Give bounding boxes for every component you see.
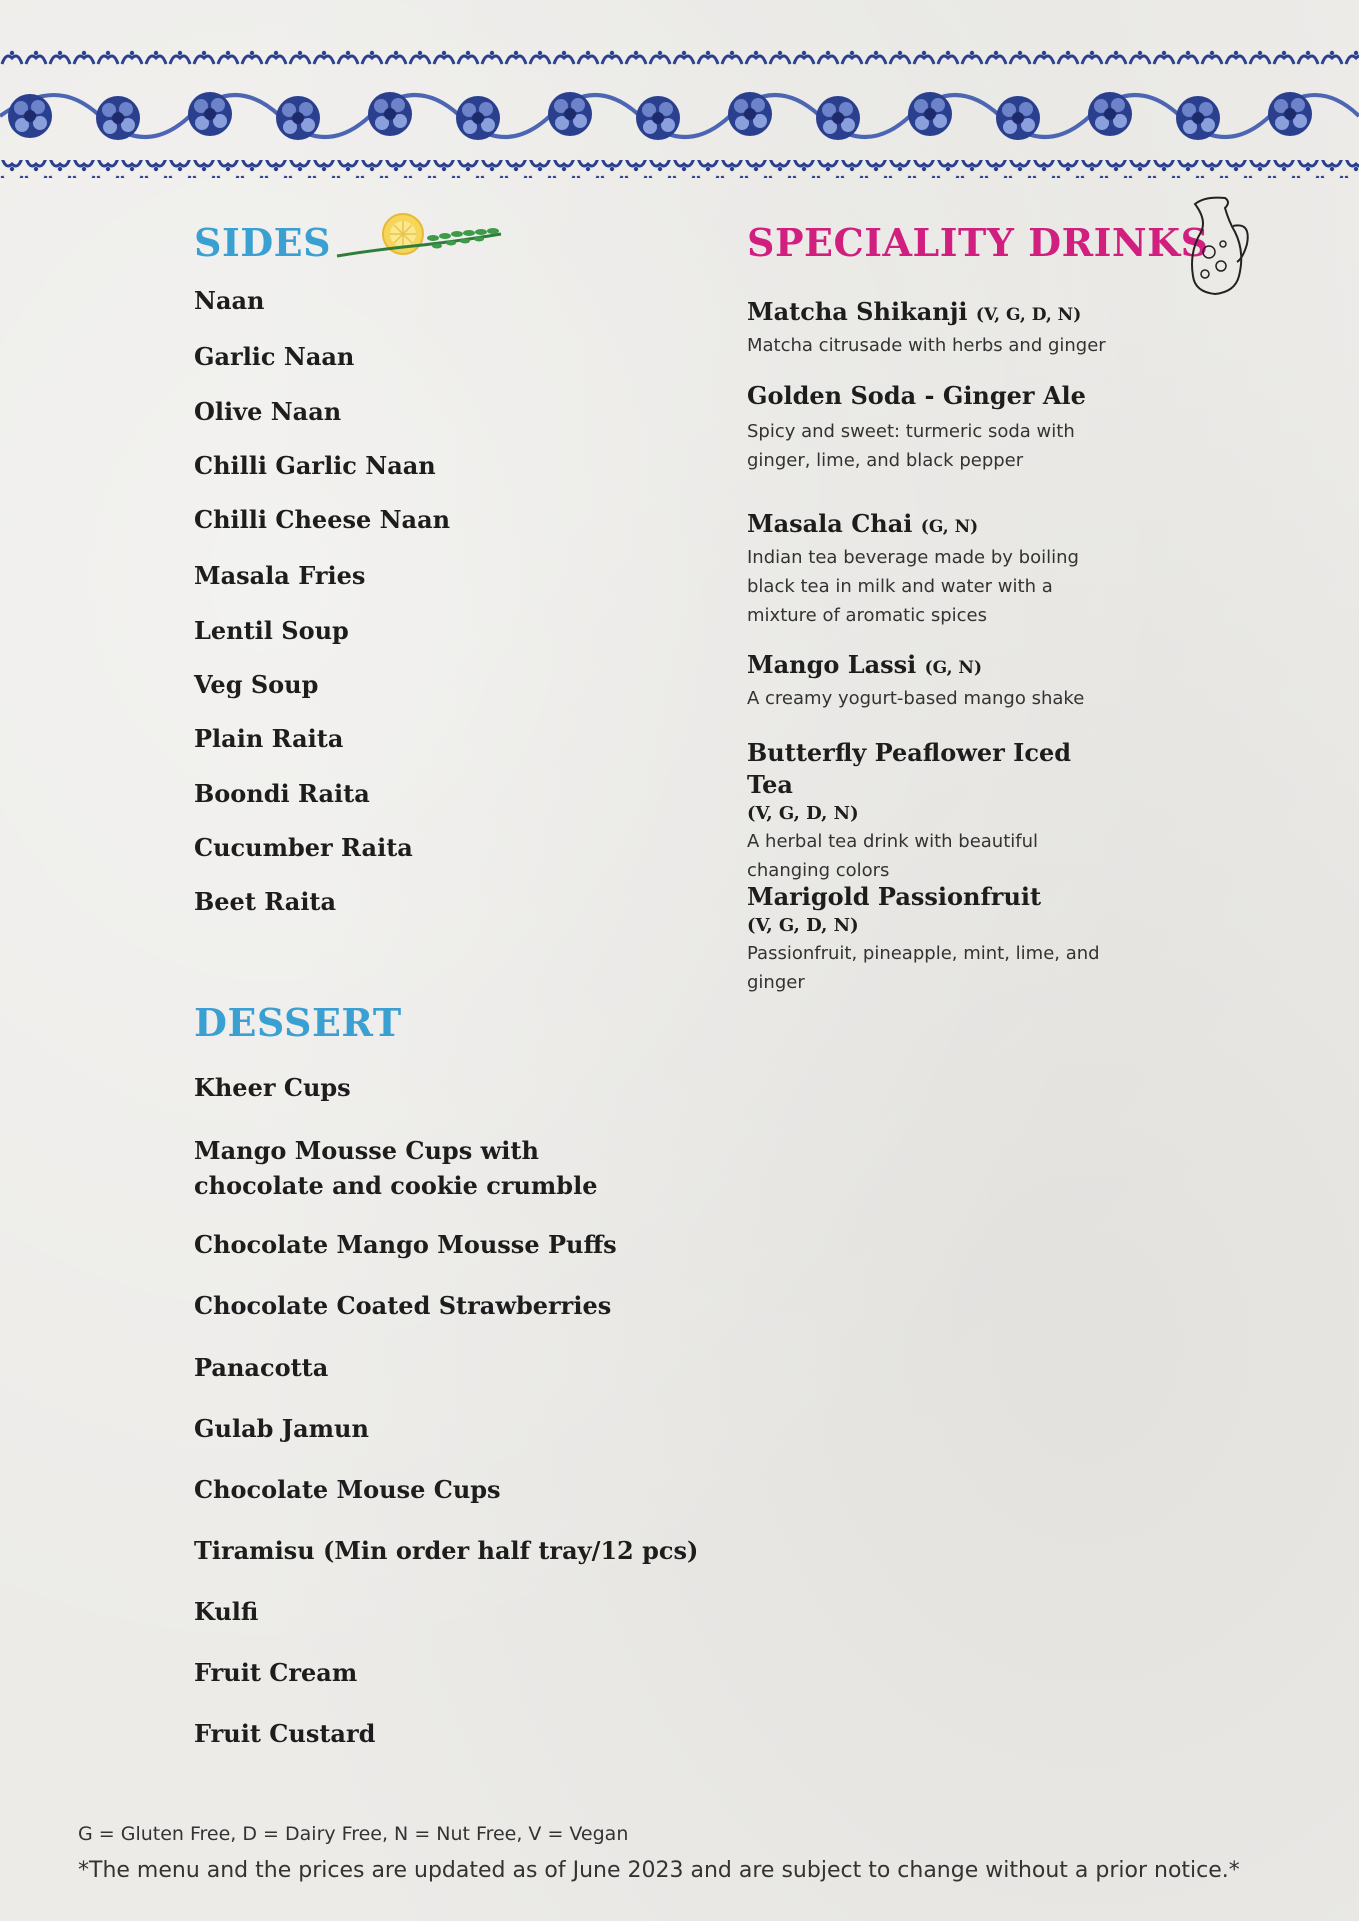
- drink-tags: (V, G, D, N): [747, 803, 859, 824]
- sides-title: SIDES: [194, 220, 332, 265]
- list-item: Fruit Custard: [194, 1719, 376, 1748]
- drink-desc: Spicy and sweet: turmeric soda with ginger, lime, and black pepper: [747, 421, 1075, 471]
- list-item: Kulfi: [194, 1597, 259, 1626]
- drink-item: [747, 649, 1167, 713]
- list-item: Chilli Cheese Naan: [194, 505, 451, 534]
- drink-tags: (G, N): [924, 658, 983, 678]
- drink-name: Matcha Shikanji: [747, 297, 968, 326]
- list-item: Chocolate Mango Mousse Puffs: [194, 1230, 617, 1259]
- list-item: Garlic Naan: [194, 342, 355, 371]
- list-item: Kheer Cups: [194, 1073, 351, 1102]
- drink-name: Butterfly Peaflower Iced Tea: [747, 738, 1072, 799]
- drink-desc: Matcha citrusade with herbs and ginger: [747, 335, 1106, 356]
- drink-name: Masala Chai: [747, 509, 913, 538]
- lemon-herb-sprig-icon: [333, 212, 505, 268]
- list-item: Olive Naan: [194, 397, 342, 426]
- drink-item: [747, 508, 1107, 630]
- list-item: Gulab Jamun: [194, 1414, 369, 1443]
- list-item: Chocolate Coated Strawberries: [194, 1291, 612, 1320]
- list-item: Boondi Raita: [194, 779, 370, 808]
- pitcher-icon: [1185, 192, 1251, 302]
- list-item: Veg Soup: [194, 670, 319, 699]
- list-item: Cucumber Raita: [194, 833, 413, 862]
- drink-name: Mango Lassi: [747, 650, 917, 679]
- drink-item: [747, 296, 1167, 360]
- dietary-legend: G = Gluten Free, D = Dairy Free, N = Nut Free, V = Vegan: [78, 1823, 629, 1845]
- drink-tags: (V, G, D, N): [747, 915, 859, 936]
- list-item: Plain Raita: [194, 724, 344, 753]
- drink-desc: Passionfruit, pineapple, mint, lime, and ginger: [747, 943, 1100, 993]
- list-item: Naan: [194, 286, 265, 315]
- list-item: Mango Mousse Cups with chocolate and cookie crumble: [194, 1136, 598, 1200]
- drink-item: [747, 380, 1107, 475]
- drink-name: Golden Soda - Ginger Ale: [747, 381, 1086, 410]
- drink-tags: (V, G, D, N): [975, 305, 1082, 325]
- drink-desc: A creamy yogurt-based mango shake: [747, 688, 1085, 709]
- list-item: Masala Fries: [194, 561, 366, 590]
- drink-name: Marigold Passionfruit: [747, 882, 1042, 911]
- drink-item: [747, 881, 1107, 997]
- list-item: Chilli Garlic Naan: [194, 451, 436, 480]
- blue-floral-border: [0, 48, 1359, 178]
- list-item: Fruit Cream: [194, 1658, 358, 1687]
- list-item: Panacotta: [194, 1353, 329, 1382]
- list-item: Chocolate Mouse Cups: [194, 1475, 501, 1504]
- list-item: Beet Raita: [194, 887, 337, 916]
- list-item: Tiramisu (Min order half tray/12 pcs): [194, 1536, 699, 1565]
- drink-item: [747, 737, 1107, 885]
- disclaimer: *The menu and the prices are updated as of June 2023 and are subject to change without a prior notice.*: [78, 1858, 1240, 1883]
- dessert-title: DESSERT: [194, 1000, 402, 1045]
- drink-desc: A herbal tea drink with beautiful changing colors: [747, 831, 1039, 881]
- list-item: Lentil Soup: [194, 616, 349, 645]
- drink-desc: Indian tea beverage made by boiling black tea in milk and water with a mixture of aromatic spices: [747, 547, 1079, 626]
- drink-tags: (G, N): [920, 517, 979, 537]
- drinks-title: SPECIALITY DRINKS: [747, 220, 1209, 265]
